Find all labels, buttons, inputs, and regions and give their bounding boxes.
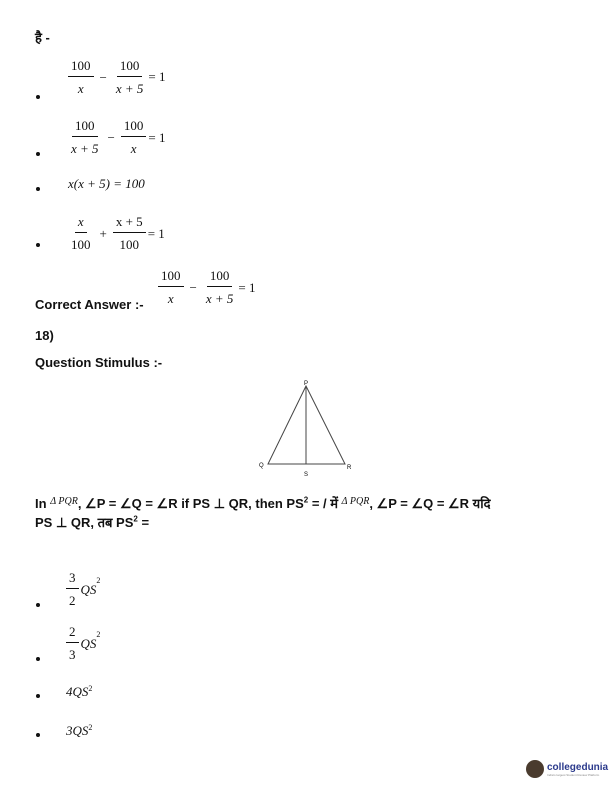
option-d: 3QS $^2$ <box>66 723 93 738</box>
label-s: S <box>304 472 309 478</box>
bullet <box>36 694 40 698</box>
option-c: 4QS $^2$ <box>66 684 93 699</box>
label-r: R <box>347 465 352 471</box>
option-3: x(x + 5) = 100 <box>68 176 145 191</box>
option-1: $\frac{100}{x}$ − $\frac{100}{x + 5}$ = 1 <box>66 58 165 97</box>
label-p: P <box>304 381 309 387</box>
question-text-line1: In $^{\Delta PQR}$, ∠P = ∠Q = ∠R if PS ⊥ QR, then $PS^2$ = / में $^{\Delta PQR}$, ∠P = ∠Q = ∠R यदि <box>35 495 491 511</box>
option-4: $\frac{x}{100}$ + $\frac{x + 5}{100}$ = 1 <box>71 214 165 252</box>
question-number: 18) <box>35 328 54 343</box>
bullet <box>36 603 40 607</box>
intro-text: है - <box>35 30 50 45</box>
collegedunia-logo: collegedunia India's largest Student Review Platform <box>526 760 608 778</box>
option-a: $\frac{3}{2}$ QS $^2$ <box>64 570 100 609</box>
bullet <box>36 243 40 247</box>
correct-answer: $\frac{100}{x}$ − $\frac{100}{x + 5}$ = 1 <box>156 268 255 307</box>
option-b: $\frac{2}{3}$ QS $^2$ <box>64 624 100 663</box>
triangle-figure <box>255 376 360 481</box>
bullet <box>36 95 40 99</box>
question-text-line2: PS ⊥ QR, तब $PS^2$ = <box>35 514 150 530</box>
logo-mascot-icon <box>526 760 544 778</box>
bullet <box>36 733 40 737</box>
correct-answer-label: Correct Answer :- <box>35 297 144 312</box>
bullet <box>36 187 40 191</box>
stimulus-label: Question Stimulus :- <box>35 355 163 370</box>
label-q: Q <box>259 463 264 469</box>
option-2: $\frac{100}{x + 5}$ − $\frac{100}{x}$ = 1 <box>71 118 166 156</box>
bullet <box>36 152 40 156</box>
bullet <box>36 657 40 661</box>
